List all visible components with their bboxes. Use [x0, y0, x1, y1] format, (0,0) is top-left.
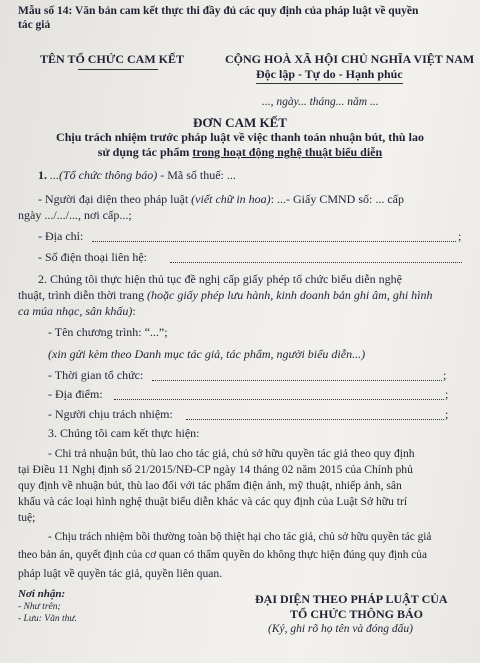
form-number: Mẫu số 14:	[18, 5, 73, 17]
recipient-item: - Lưu: Văn thư.	[18, 614, 77, 624]
representative-note: (viết chữ in hoa)	[191, 192, 271, 206]
commitment-1-line-4: khấu và các loại hình nghệ thuật biểu diễn khác và các quy định của Luật Sở hữu trí	[18, 495, 408, 508]
document-title: ĐƠN CAM KẾT	[193, 115, 287, 130]
org-underline	[78, 69, 158, 70]
section-2-line-2	[18, 288, 433, 303]
attachment-note: (xin gửi kèm theo Danh mục tác giả, tác phẩm, người biểu diễn...)	[48, 347, 366, 361]
commitment-1-line-2: tại Điều 11 Nghị định số 21/2015/NĐ-CP ngày 14 tháng 02 năm 2015 của Chính phủ	[18, 463, 413, 476]
place-field[interactable]	[114, 399, 444, 400]
section-2-text: thuật, trình diễn thời trang	[18, 288, 147, 302]
phone-field[interactable]	[170, 262, 462, 263]
commitment-2-line-2: theo bản án, quyết định của cơ quan có thẩm quyền do không thực hiện đúng quy định của	[18, 549, 427, 561]
section-1-line	[38, 168, 236, 183]
section-2-note: (hoặc giấy phép lưu hành, kinh doanh bản ghi âm, ghi hình	[147, 288, 433, 302]
signature-title-1: ĐẠI DIỆN THEO PHÁP LUẬT CỦA	[255, 592, 448, 606]
time-field[interactable]	[152, 380, 442, 381]
motto: Độc lập - Tự do - Hạnh phúc	[256, 67, 403, 81]
section-1-org: ...(Tổ chức thông báo)	[50, 168, 158, 182]
document-subtitle-2	[0, 145, 480, 160]
responsible-end: ;	[445, 407, 449, 421]
address-label: - Địa chỉ:	[38, 229, 84, 243]
section-2-colon: :	[132, 304, 136, 318]
signature-note: (Ký, ghi rõ họ tên và đóng dấu)	[268, 623, 414, 635]
time-label: - Thời gian tổ chức:	[48, 368, 144, 382]
org-name: TÊN TỔ CHỨC CAM KẾT	[40, 52, 185, 66]
representative-line-1	[38, 192, 404, 207]
place-label: - Địa điểm:	[48, 387, 103, 401]
recipients-label: Nơi nhận:	[18, 588, 66, 600]
subtitle-underlined-text: trong hoạt động nghệ thuật biểu diễn	[192, 145, 383, 159]
time-end: ;	[443, 368, 447, 382]
document-subtitle-1: Chịu trách nhiệm trước pháp luật về việc thanh toán nhuận bút, thù lao	[56, 130, 424, 144]
program-name-label: - Tên chương trình: “...”;	[48, 325, 168, 339]
nation-title: CỘNG HOÀ XÃ HỘI CHỦ NGHĨA VIỆT NAM	[225, 52, 475, 66]
recipient-item: - Như trên;	[18, 602, 61, 612]
commitment-2-line-1: - Chịu trách nhiệm bồi thường toàn bộ thiệt hại cho tác giả, chủ sở hữu quyền tác giả	[48, 531, 432, 543]
section-1-number: 1.	[38, 168, 47, 182]
representative-line-2: ngày .../.../..., nơi cấp...;	[18, 208, 132, 222]
place-end: ;	[445, 387, 449, 401]
responsible-person-label: - Người chịu trách nhiệm:	[48, 407, 173, 421]
section-2-line-1: 2. Chúng tôi thực hiện thủ tục đề nghị cấp giấy phép tổ chức biểu diễn nghệ	[38, 272, 402, 286]
commitment-1-line-1: - Chi trả nhuận bút, thù lao cho tác giả, chủ sở hữu quyền tác giả theo quy định	[48, 447, 415, 460]
responsible-person-field[interactable]	[186, 419, 444, 420]
commitment-1-line-3: quy định về nhuận bút, thù lao đối với tác phẩm điện ảnh, mỹ thuật, nhiếp ảnh, sân	[18, 479, 402, 492]
phone-label: - Số điện thoại liên hệ:	[38, 250, 147, 264]
section-2-note-continued: ca múa nhạc, sân khấu)	[18, 304, 133, 318]
address-end: ;	[458, 229, 462, 243]
tax-code-label: - Mã số thuế: ...	[157, 168, 236, 182]
id-card-label: : ...- Giấy CMND số: ... cấp	[270, 192, 405, 206]
section-2-line-3	[18, 304, 136, 319]
commitment-1-line-5: tuệ;	[18, 511, 36, 524]
commitment-2-line-3: pháp luật về quyền tác giả, quyền liên quan.	[18, 567, 223, 580]
form-header-line-1	[18, 4, 418, 19]
form-title-continued: tác giả	[18, 19, 51, 31]
motto-underline	[256, 83, 403, 84]
subtitle-text: sử dụng tác phẩm	[97, 145, 193, 159]
date-line: ..., ngày... tháng... năm ...	[262, 96, 379, 108]
address-field[interactable]	[92, 241, 456, 242]
signature-title-2: TỔ CHỨC THÔNG BÁO	[290, 607, 424, 621]
representative-label: - Người đại diện theo pháp luật	[38, 192, 192, 206]
section-3-heading: 3. Chúng tôi cam kết thực hiện:	[48, 426, 200, 440]
form-title: Văn bản cam kết thực thi đầy đủ các quy định của pháp luật về quyền	[74, 5, 419, 17]
